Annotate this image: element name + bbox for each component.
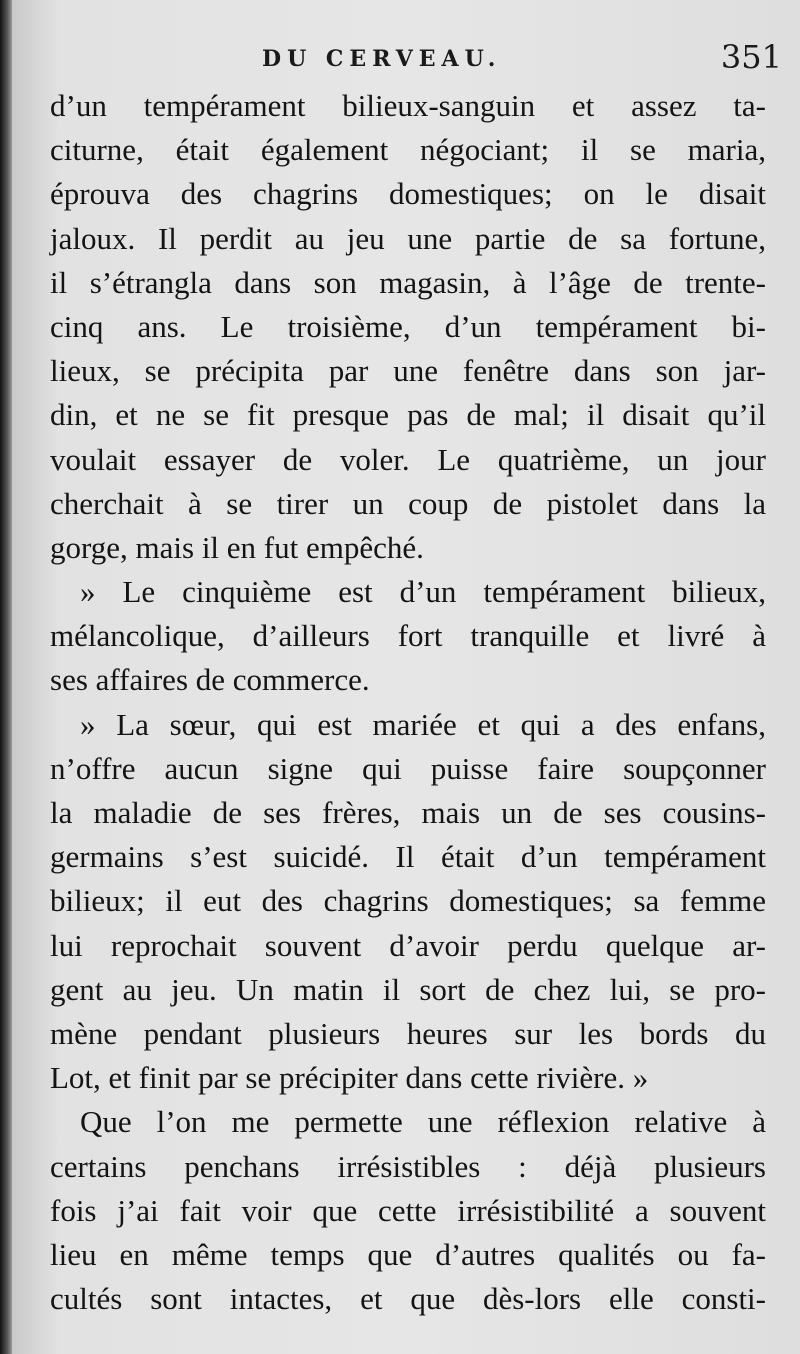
text-line: lui reprochait souvent d’avoir perdu quelque ar- <box>50 927 766 963</box>
text-line: cherchait à se tirer un coup de pistolet dans la <box>50 485 766 521</box>
running-title: DU CERVEAU. <box>262 46 502 72</box>
text-line: jaloux. Il perdit au jeu une partie de sa fortune, <box>50 220 766 256</box>
text-line: d’un tempérament bilieux-sanguin et assez ta- <box>50 88 766 123</box>
text-line: citurne, était également négociant; il se maria, <box>50 132 766 168</box>
book-page <box>12 0 800 1354</box>
page-number: 351 <box>720 38 782 76</box>
text-line: cultés sont intactes, et que dès-lors elle consti- <box>50 1281 766 1317</box>
text-line: gorge, mais il en fut empêché. <box>50 529 424 565</box>
page-header <box>12 38 800 88</box>
text-line: voulait essayer de voler. Le quatrième, un jour <box>50 441 766 477</box>
text-line: lieu en même temps que d’autres qualités ou fa- <box>50 1236 766 1272</box>
text-line: mélancolique, d’ailleurs fort tranquille et livré à <box>50 618 766 654</box>
body-text <box>50 84 766 1321</box>
text-line: fois j’ai fait voir que cette irrésistibilité a souvent <box>50 1192 766 1228</box>
text-line: din, et ne se fit presque pas de mal; il disait qu’il <box>50 397 766 433</box>
text-line: certains penchans irrésistibles : déjà plusieurs <box>50 1148 766 1184</box>
text-line: éprouva des chagrins domestiques; on le disait <box>50 176 766 212</box>
text-line: n’offre aucun signe qui puisse faire soupçonner <box>50 750 766 786</box>
book-spine-shadow <box>0 0 12 1354</box>
text-line: lieux, se précipita par une fenêtre dans son jar- <box>50 353 766 389</box>
text-line: Lot, et finit par se précipiter dans cette rivière. » <box>50 1060 649 1096</box>
text-line: la maladie de ses frères, mais un de ses cousins- <box>50 795 766 830</box>
text-line: il s’étrangla dans son magasin, à l’âge de trente- <box>50 264 766 300</box>
text-line: germains s’est suicidé. Il était d’un tempérament <box>50 839 766 875</box>
text-line: mène pendant plusieurs heures sur les bords du <box>50 1015 766 1051</box>
text-line: » La sœur, qui est mariée et qui a des enfans, <box>80 706 766 742</box>
text-line: ses affaires de commerce. <box>50 662 370 698</box>
text-line: » Le cinquième est d’un tempérament bilieux, <box>80 574 766 610</box>
text-line: Que l’on me permette une réflexion relative à <box>80 1104 766 1140</box>
text-line: gent au jeu. Un matin il sort de chez lui, se pro- <box>50 971 766 1007</box>
text-line: cinq ans. Le troisième, d’un tempérament bi- <box>50 308 766 344</box>
text-line: bilieux; il eut des chagrins domestiques; sa femme <box>50 883 766 919</box>
